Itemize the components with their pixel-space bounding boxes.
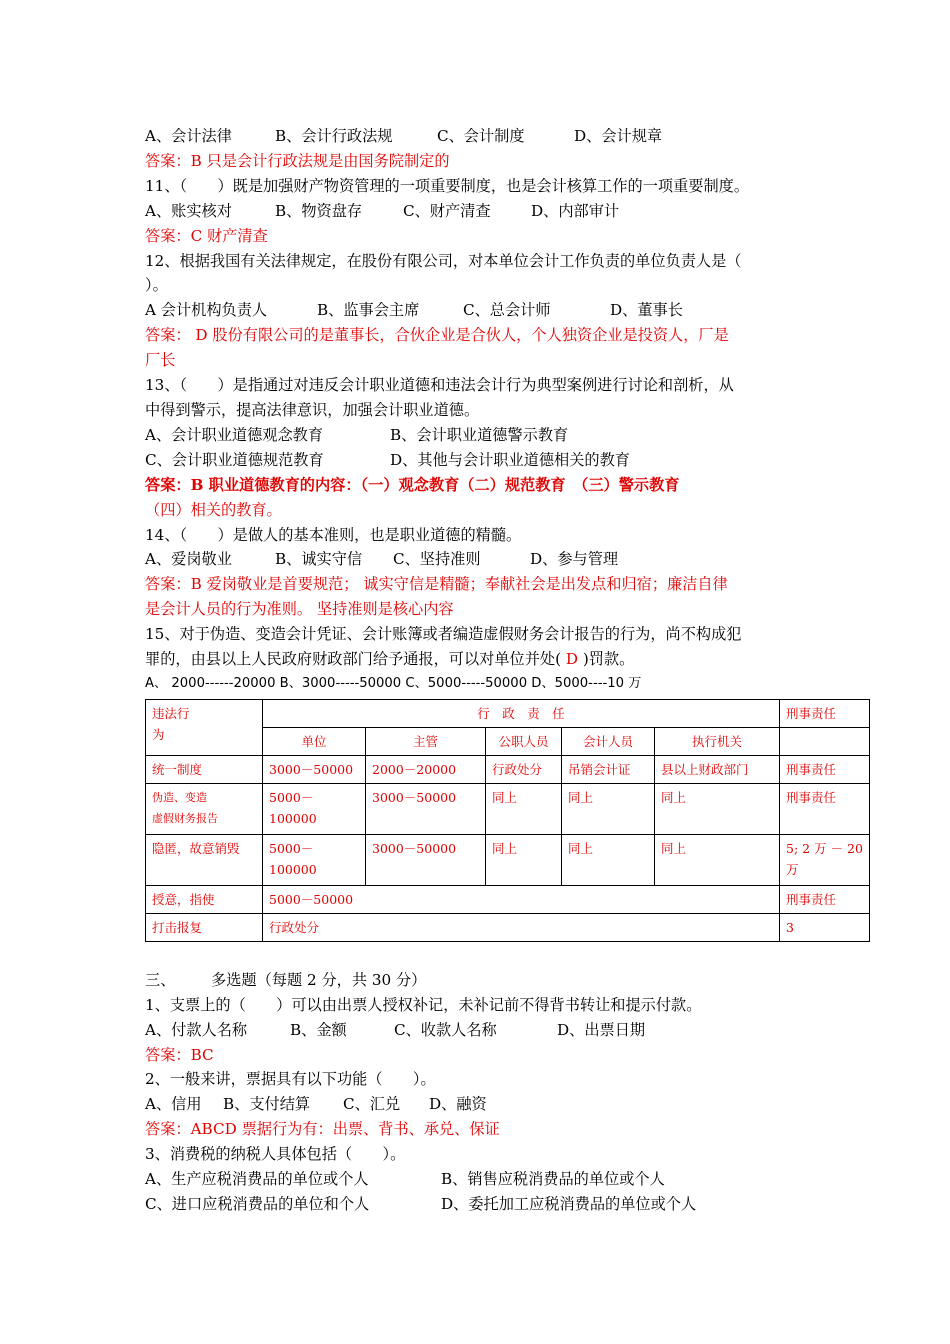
- option-b: B、监事会主席: [317, 301, 420, 320]
- q13-question-line2: 中得到警示，提高法律意识，加强会计职业道德。: [145, 400, 480, 419]
- q13-answer-line2: （四）相关的教育。: [145, 500, 282, 519]
- subheader-accountant: 会计人员: [562, 727, 655, 755]
- q15-text-b: )罚款。: [578, 650, 635, 669]
- option-d: D、其他与会计职业道德相关的教育: [390, 450, 630, 469]
- option-d: D、内部审计: [531, 201, 620, 220]
- q13-options-row2: [145, 448, 815, 473]
- option-b: B、物资盘存: [275, 201, 363, 220]
- table-row: 打击报复 行政处分 3: [146, 913, 870, 941]
- option-b: B、会计行政法规: [275, 127, 393, 145]
- header-criminal-liability: 刑事责任: [780, 699, 870, 727]
- option-b: B、支付结算: [223, 1095, 311, 1114]
- m2-answer: 答案：ABCD 票据行为有：出票、背书、承兑、保证: [145, 1120, 500, 1139]
- option-d: D、融资: [429, 1095, 487, 1114]
- option-a: A、会计法律: [145, 127, 232, 145]
- header-behavior: 违法行 为: [146, 699, 263, 755]
- option-a: A、生产应税消费品的单位或个人: [145, 1170, 369, 1189]
- section-heading: [145, 968, 815, 993]
- q12-options: [145, 298, 815, 323]
- option-a: A、会计职业道德观念教育: [145, 425, 324, 444]
- m3-options-row1: [145, 1167, 815, 1192]
- subheader-empty: [780, 727, 870, 755]
- option-a: A、账实核对: [145, 201, 232, 220]
- option-b: B、诚实守信: [275, 550, 363, 569]
- option-c: C、收款人名称: [394, 1020, 497, 1039]
- q13-question-line1: 13、（ ）是指通过对违反会计职业道德和违法会计行为典型案例进行讨论和剖析，从: [145, 376, 734, 395]
- header-admin-liability: 行 政 责 任: [263, 699, 780, 727]
- m3-options-row2: [145, 1192, 815, 1217]
- option-d: D、委托加工应税消费品的单位或个人: [441, 1195, 697, 1213]
- table-row: 隐匿，故意销毁 5000－100000 3000－50000 同上 同上 同上 5; 2 万 － 20 万: [146, 834, 870, 885]
- q13-answer-line1: 答案：B 职业道德教育的内容：（一）观念教育（二）规范教育 （三）警示教育: [145, 475, 680, 494]
- option-a: A、信用: [145, 1095, 202, 1114]
- option-d: D、会计规章: [574, 127, 663, 145]
- option-c: C、汇兑: [343, 1095, 401, 1114]
- option-c: C、财产清查: [403, 201, 491, 220]
- option-c: C、总会计师: [463, 301, 551, 320]
- option-a: A、付款人名称: [145, 1020, 248, 1039]
- option-d: D、参与管理: [530, 550, 619, 569]
- q11-question: 11、（ ）既是加强财产物资管理的一项重要制度，也是会计核算工作的一项重要制度。: [145, 176, 750, 195]
- option-b: B、销售应税消费品的单位或个人: [441, 1170, 665, 1189]
- q10-answer: 答案：B 只是会计行政法规是由国务院制定的: [145, 151, 450, 170]
- spacer: [145, 942, 815, 968]
- subheader-agency: 执行机关: [655, 727, 780, 755]
- q15-question-line1: 15、对于伪造、变造会计凭证、会计账簿或者编造虚假财务会计报告的行为，尚不构成犯: [145, 625, 742, 644]
- q12-question-line2: ）。: [145, 276, 168, 295]
- option-b: B、金额: [290, 1020, 347, 1039]
- q15-question-line2: [145, 647, 815, 672]
- table-row: 授意，指使 5000－50000 刑事责任: [146, 885, 870, 913]
- legal-liability-table: [145, 699, 870, 942]
- q15-text-a: 罪的，由县以上人民政府财政部门给予通报，可以对单位并处(: [145, 650, 566, 669]
- option-c: C、会计职业道德规范教育: [145, 450, 324, 469]
- m1-question: 1、支票上的（ ）可以由出票人授权补记，未补记前不得背书转让和提示付款。: [145, 995, 702, 1014]
- q11-answer: 答案：C 财产清查: [145, 226, 268, 245]
- section-title: 多选题（每题 2 分，共 30 分）: [211, 970, 427, 989]
- subheader-supervisor: 主管: [366, 727, 486, 755]
- q14-answer-line2: 是会计人员的行为准则。 坚持准则是核心内容: [145, 600, 454, 619]
- table-row: 伪造、变造 虚假财务报告 5000－100000 3000－50000 同上 同上 同上 刑事责任: [146, 783, 870, 834]
- q14-answer-line1: 答案：B 爱岗敬业是首要规范； 诚实守信是精髓；奉献社会是出发点和归宿；廉洁自律: [145, 575, 728, 594]
- document-page: [145, 124, 863, 1217]
- option-a: A、爱岗敬业: [145, 550, 232, 569]
- q10-options: [145, 124, 815, 149]
- table-row: 统一制度 3000－50000 2000－20000 行政处分 吊销会计证 县以上财政部门 刑事责任: [146, 755, 870, 783]
- option-c: C、进口应税消费品的单位和个人: [145, 1195, 370, 1213]
- m1-options: [145, 1018, 815, 1043]
- m3-question: 3、消费税的纳税人具体包括（ ）。: [145, 1145, 406, 1164]
- option-b: B、会计职业道德警示教育: [390, 425, 569, 444]
- subheader-unit: 单位: [263, 727, 366, 755]
- q15-answer-inline: D: [565, 650, 579, 669]
- q15-options: A、 2000------20000 B、3000-----50000 C、5000-----50000 D、5000----10 万: [145, 675, 642, 691]
- option-c: C、坚持准则: [393, 550, 481, 569]
- option-d: D、出票日期: [557, 1020, 646, 1039]
- m2-options: [145, 1092, 815, 1117]
- option-a: A 会计机构负责人: [145, 301, 268, 320]
- q11-options: [145, 199, 815, 224]
- q13-options-row1: [145, 423, 815, 448]
- q12-question-line1: 12、根据我国有关法律规定，在股份有限公司，对本单位会计工作负责的单位负责人是（: [145, 251, 742, 270]
- q12-answer-line2: 厂长: [145, 351, 176, 370]
- table-header-row: [146, 699, 870, 727]
- option-c: C、会计制度: [437, 127, 525, 145]
- q14-options: [145, 547, 815, 572]
- m2-question: 2、一般来讲，票据具有以下功能（ ）。: [145, 1070, 436, 1089]
- q14-question: 14、（ ）是做人的基本准则，也是职业道德的精髓。: [145, 525, 522, 544]
- option-d: D、董事长: [610, 301, 683, 320]
- section-number: 三、: [145, 970, 176, 989]
- m1-answer: 答案：BC: [145, 1045, 214, 1064]
- subheader-official: 公职人员: [486, 727, 562, 755]
- q12-answer-line1: 答案： D 股份有限公司的是董事长，合伙企业是合伙人，个人独资企业是投资人，厂是: [145, 326, 729, 345]
